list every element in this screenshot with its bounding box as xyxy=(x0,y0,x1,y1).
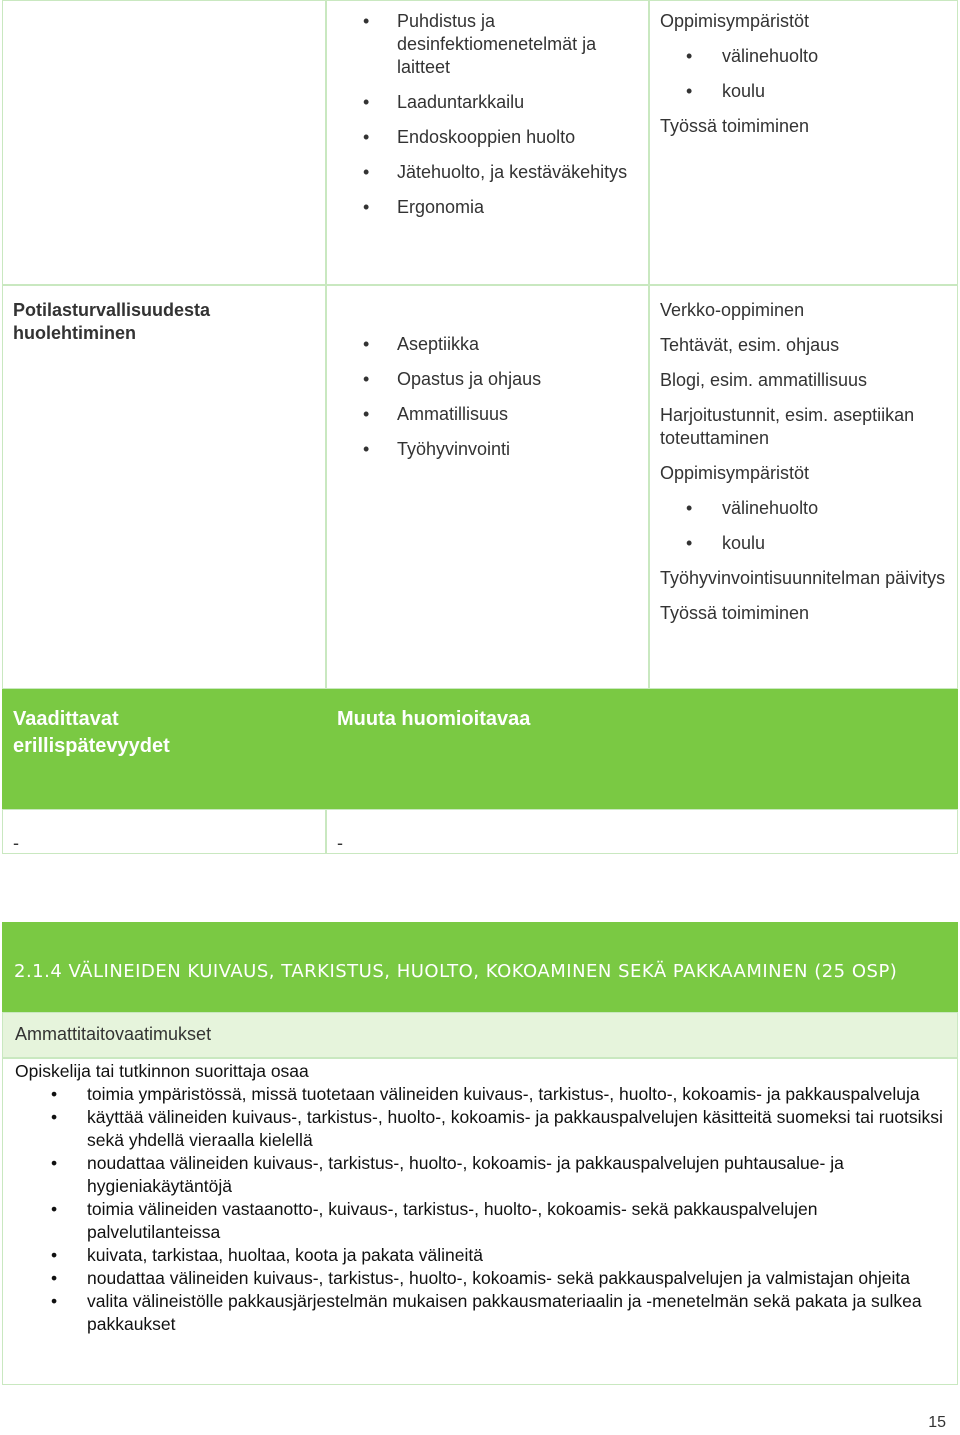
patient-safety-title: Potilasturvallisuudesta huolehtiminen xyxy=(13,300,211,343)
learning-env-list xyxy=(660,497,947,555)
requirements-value-right xyxy=(326,809,958,854)
requirements-value-left-text: - xyxy=(13,833,19,853)
section-title-text: 2.1.4 VÄLINEIDEN KUIVAUS, TARKISTUS, HUOLTO, KOKOAMINEN SEKÄ PAKKAAMINEN (25 OSP) xyxy=(14,961,898,982)
section-intro: Opiskelija tai tutkinnon suorittaja osaa xyxy=(15,1061,309,1081)
requirements-header-left-text: Vaadittavat erillispätevyydet xyxy=(13,708,170,757)
requirements-header-right xyxy=(326,689,958,809)
second-row-col1 xyxy=(2,285,326,689)
learning-env-heading: Oppimisympäristöt xyxy=(660,463,810,483)
page-number: 15 xyxy=(928,1414,946,1431)
list-item: • toimia välineiden vastaanotto-, kuivaus-, tarkistus-, huolto-, kokoamis- sekä pakkauspalvelujen palvelutilanteissa xyxy=(15,1198,945,1244)
list-item: • Laaduntarkkailu xyxy=(327,91,638,114)
list-item: • Puhdistus ja desinfektiomenetelmät ja laitteet xyxy=(327,10,638,79)
method-line: Verkko-oppiminen xyxy=(660,300,805,320)
top-row-col2 xyxy=(326,0,649,285)
list-item: • noudattaa välineiden kuivaus-, tarkistus-, huolto-, kokoamis- ja pakkauspalvelujen puhtausalue- ja hygieniakäytäntöjä xyxy=(15,1152,945,1198)
competence-list xyxy=(15,1083,945,1336)
method-line: Tehtävät, esim. ohjaus xyxy=(660,335,840,355)
requirements-header-right-text: Muuta huomioitavaa xyxy=(337,708,531,730)
list-item: • Endoskooppien huolto xyxy=(327,126,638,149)
method-line: Työssä toimiminen xyxy=(660,603,810,623)
section-subtitle xyxy=(2,1012,958,1058)
list-item: • valita välineistölle pakkausjärjestelmän mukaisen pakkausmateriaalin ja -menetelmän sekä pakata ja sulkea pakkaukset xyxy=(15,1290,945,1336)
list-item: • noudattaa välineiden kuivaus-, tarkistus-, huolto-, kokoamis- sekä pakkauspalvelujen ja valmistajan ohjeita xyxy=(15,1267,945,1290)
list-item: • Jätehuolto, ja kestäväkehitys xyxy=(327,161,638,184)
top-row-col1 xyxy=(2,0,326,285)
method-line: Harjoitustunnit, esim. aseptiikan toteuttaminen xyxy=(660,405,915,448)
list-item: • toimia ympäristössä, missä tuotetaan välineiden kuivaus-, tarkistus-, huolto-, kokoamis- ja pakkauspalveluja xyxy=(15,1083,945,1106)
requirements-header-left xyxy=(2,689,326,809)
second-row-col3 xyxy=(649,285,958,689)
safety-topics-list xyxy=(337,333,638,461)
list-item: • Aseptiikka xyxy=(327,333,638,356)
method-line: Blogi, esim. ammatillisuus xyxy=(660,370,868,390)
list-item: • välinehuolto xyxy=(650,497,947,520)
learning-env-list xyxy=(660,45,947,103)
section-title xyxy=(2,922,958,1012)
learning-env-heading: Oppimisympäristöt xyxy=(660,11,810,31)
section-subtitle-text: Ammattitaitovaatimukset xyxy=(15,1024,212,1044)
list-item: • välinehuolto xyxy=(650,45,947,68)
work-practice-text: Työssä toimiminen xyxy=(660,116,810,136)
list-item: • koulu xyxy=(650,80,947,103)
requirements-value-left xyxy=(2,809,326,854)
list-item: • koulu xyxy=(650,532,947,555)
list-item: • Työhyvinvointi xyxy=(327,438,638,461)
top-row-col3 xyxy=(649,0,958,285)
second-row-col2 xyxy=(326,285,649,689)
list-item: • käyttää välineiden kuivaus-, tarkistus-, huolto-, kokoamis- ja pakkauspalvelujen käsitteitä suomeksi tai ruotsiksi sekä yhdellä vieraalla kielellä xyxy=(15,1106,945,1152)
list-item: • kuivata, tarkistaa, huoltaa, koota ja pakata välineitä xyxy=(15,1244,945,1267)
list-item: • Ammatillisuus xyxy=(327,403,638,426)
method-line: Työhyvinvointisuunnitelman päivitys xyxy=(660,568,946,588)
top-topics-list xyxy=(337,10,638,219)
requirements-value-right-text: - xyxy=(337,833,343,853)
list-item: • Ergonomia xyxy=(327,196,638,219)
section-body xyxy=(2,1058,958,1385)
list-item: • Opastus ja ohjaus xyxy=(327,368,638,391)
